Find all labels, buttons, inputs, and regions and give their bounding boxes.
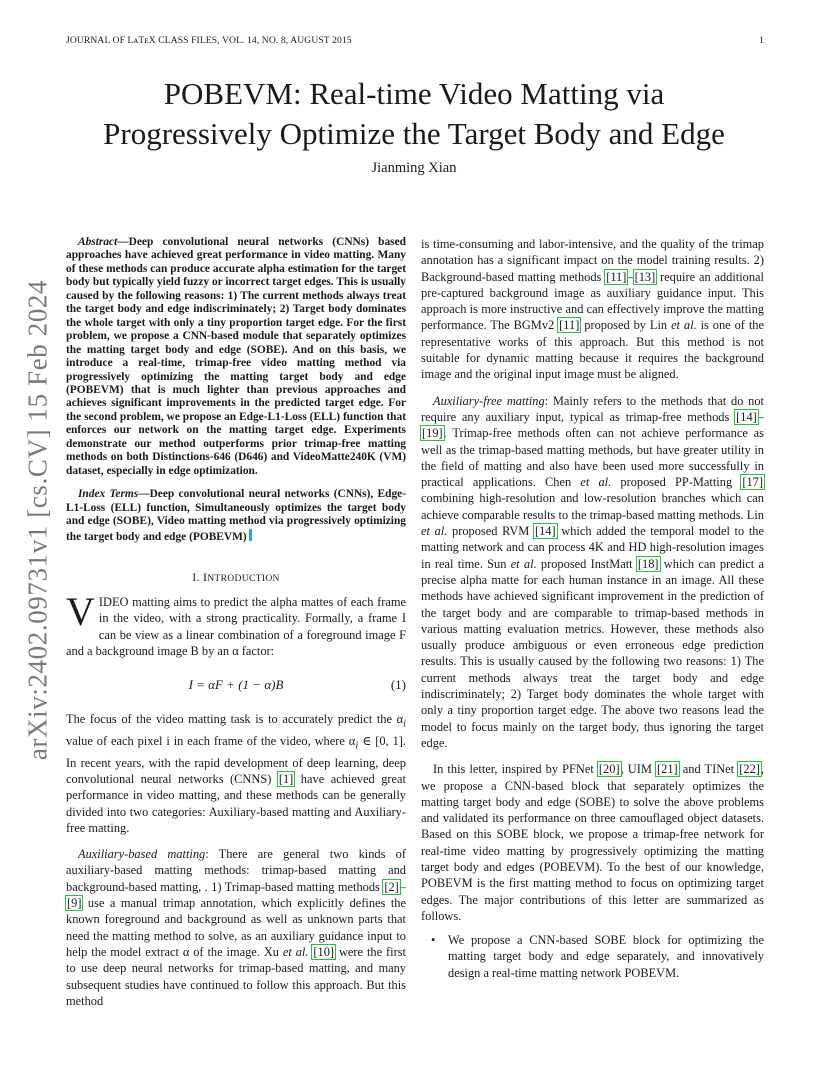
dash: – xyxy=(399,879,406,894)
right-column xyxy=(421,236,764,981)
right-p2-g: proposed InstMatt xyxy=(536,556,637,571)
right-p1-b: require an additional pre-captured background image as auxiliary guidance input. This approach is more instructive and can effectively improve the matting performance. The BGMv2 xyxy=(421,269,764,333)
subscript-i-2: i xyxy=(355,740,359,752)
subscript-i: i xyxy=(403,718,406,730)
right-p3-b: , UIM xyxy=(620,762,656,777)
right-paragraph-1 xyxy=(421,236,764,383)
intro-p2-a: The focus of the video matting task is to accurately predict the α xyxy=(66,712,404,727)
citation-link[interactable]: [17] xyxy=(742,475,763,490)
right-p3-d: , we propose a CNN-based block that separately optimizes the matting target body and edge (SOBE) to solve the above problems and validated its performance on three camouflaged object datasets. Based on this SOBE block, we propose a trimap-free network for real-time video matting by progressively optimizing the matting target body and edges (POBEVM). To the best of our knowledge, POBEVM is the first matting method to focus on optimizing target edges. The major contributions of this letter are summarized as follows. xyxy=(421,762,765,923)
section-number: I. xyxy=(192,569,200,584)
right-p2-f: which added the temporal model to the matting network and can process 4K and HD high-resolution images in real time. Sun xyxy=(421,524,764,571)
title-line-1: POBEVM: Real-time Video Matting via xyxy=(163,76,665,111)
intro-paragraph-1 xyxy=(66,588,406,659)
intro-lead-word: IDEO xyxy=(98,594,129,609)
abstract xyxy=(66,236,406,478)
intro-paragraph-2 xyxy=(66,711,406,836)
intro-p1-text: matting aims to predict the alpha mattes of each frame in the video, with a strong practicality. Formally, a frame I can be view as a linear combination of a foreground image F and a background image B by an α factor: xyxy=(66,594,406,658)
right-p2-c: proposed PP-Matting xyxy=(611,475,742,490)
section-title-rest: NTRODUCTION xyxy=(207,572,280,584)
citation-link[interactable]: [21] xyxy=(657,762,678,777)
bullet-icon: • xyxy=(431,933,436,948)
equation-1 xyxy=(66,669,406,705)
right-paragraph-3 xyxy=(421,761,764,924)
citation-link[interactable]: [20] xyxy=(598,762,620,777)
citation-link[interactable]: [22] xyxy=(739,762,760,777)
title-line-2: Progressively Optimize the Target Body and Edge xyxy=(103,116,725,151)
index-terms-text: —Deep convolutional neural networks (CNNs), Edge-L1-Loss (ELL) function, Simultaneously optimizes the target body and edge (SOBE), Video matting method via progressively optimizing the target body and edge (POBEVM) xyxy=(66,488,407,543)
equation-number: (1) xyxy=(390,677,406,693)
right-p1-d: is one of the representative works of this approach. But this method is not suitable for dynamic matting because it requires the background image and the original input image must be aligned. xyxy=(421,318,764,382)
citation-link[interactable]: [10] xyxy=(313,944,335,959)
page-number: 1 xyxy=(759,35,764,46)
et-al: et al. xyxy=(421,524,448,539)
intro-p3-b: use a manual trimap annotation, which explicitly defines the known foreground and background as well as unknown parts that need the matting method to solve, as an auxiliary guidance input to help the model extract α of the image. Xu xyxy=(66,896,406,959)
auxiliary-free-label: Auxiliary-free matting xyxy=(433,393,545,408)
et-al: et al. xyxy=(510,556,537,571)
index-terms xyxy=(66,488,406,544)
drop-cap: V xyxy=(66,588,95,634)
dash: – xyxy=(757,409,764,424)
right-p2-h: which can predict a precise alpha matte for each human instance in an image. All these methods have achieved significant improvement in the prediction of the target body and are comparable to trimap-based methods in various matting evaluation metrics. However, these methods also usually produce ambiguous or even erroneous edge prediction results. This is usually caused by the following two reasons: 1) The current methods always treat the target body and edge indiscriminately; 2) Target body dominates the whole target with only a tiny proportion target edge. The above two reasons lead the model to focus mainly on the target body, thus ignoring the target edge. xyxy=(421,556,764,750)
right-p3-c: and TINet xyxy=(678,762,739,777)
section-title-first: I xyxy=(202,569,208,584)
et-al: et al. xyxy=(580,475,612,490)
arxiv-stamp-text: arXiv:2402.09731v1 [cs.CV] 15 Feb 2024 xyxy=(22,279,53,761)
right-p1-c: proposed by Lin xyxy=(580,318,672,333)
citation-link[interactable]: [11] xyxy=(559,318,580,333)
citation-link[interactable]: [9] xyxy=(67,896,82,911)
right-paragraph-2 xyxy=(421,393,764,752)
list-item-text: We propose a CNN-based SOBE block for optimizing the matting target body and edge separately, and innovatively design a real-time matting network POBEVM. xyxy=(448,933,764,980)
paper-title xyxy=(40,74,788,154)
author-name: Jianming Xian xyxy=(371,160,457,176)
list-item xyxy=(421,932,764,981)
journal-name: JOURNAL OF LᴀTᴇX CLASS FILES, VOL. 14, NO. 8, AUGUST 2015 xyxy=(66,35,352,46)
left-column xyxy=(66,236,406,1009)
equation-body: I = αF + (1 − α)B xyxy=(188,677,284,693)
citation-link[interactable]: [14] xyxy=(534,524,556,539)
intro-p2-c: ∈ [0, 1]. In recent years, with the rapid development of deep learning, deep convolutional neural networks (CNNS) xyxy=(66,733,406,786)
right-p2-b: . Trimap-free methods often can not achieve performance as well as the trimap-based matting methods, but have greater utility in the field of matting and also have been used more successfully in practical applications. Chen xyxy=(421,426,764,490)
index-terms-label: Index Terms xyxy=(78,488,139,501)
section-heading-introduction xyxy=(66,570,406,585)
text-cursor-marker xyxy=(249,529,252,541)
et-al: et al. xyxy=(282,944,309,959)
right-p2-d: combining high-resolution and low-resolution branches which can achieve comparable results to the trimap-based matting methods. Lin xyxy=(421,491,764,522)
citation-link[interactable]: [18] xyxy=(637,556,659,571)
intro-p3-c: were the first to use deep neural networks for trimap-based matting, and many subsequent studies have continued to follow this approach. But this method xyxy=(66,944,406,1008)
right-p3-a: In this letter, inspired by PFNet xyxy=(433,762,598,777)
citation-link[interactable]: [13] xyxy=(634,269,656,284)
intro-paragraph-3 xyxy=(66,846,406,1009)
abstract-label: Abstract xyxy=(78,236,118,248)
intro-p2-d: have achieved great performance in video matting, and these methods can be generally divided into two categories: Auxiliary-based matting and Auxiliary-free matting. xyxy=(66,771,406,835)
citation-link[interactable]: [1] xyxy=(278,771,294,786)
citation-link[interactable]: [2] xyxy=(384,879,399,894)
et-al: et al. xyxy=(671,318,697,333)
auxiliary-based-label: Auxiliary-based matting xyxy=(78,847,206,862)
citation-link[interactable]: [19] xyxy=(422,426,443,441)
citation-link[interactable]: [14] xyxy=(736,409,757,424)
citation-link[interactable]: [11] xyxy=(606,269,627,284)
right-p1-a: is time-consuming and labor-intensive, and the quality of the trimap annotation has a significant impact on the model training results. 2) Background-based matting methods xyxy=(421,237,764,284)
right-p2-e: proposed RVM xyxy=(447,524,534,539)
running-header xyxy=(66,35,764,46)
right-p2-a: : Mainly refers to the methods that do not require any auxiliary input, typical as trimap-free methods xyxy=(421,393,764,424)
contributions-list xyxy=(421,932,764,981)
abstract-text: —Deep convolutional neural networks (CNNs) based approaches have achieved great performance in video matting. Many of these methods can produce accurate alpha estimation for the target body but typically yield fuzzy or incorrect target edges. This is usually caused by the following reasons: 1) The current methods always treat the target body and edge indiscriminately; 2) Target body dominates the whole target with only a tiny proportion target edge. For the first problem, we propose a CNN-based module that separately optimizes the matting target body and edge (SOBE). And on this basis, we introduce a real-time, trimap-free video matting method via progressively optimizing the matting target body and edge (POBEVM) that is much lighter than previous approaches and achieves significant improvements in the predicted target edge. For the second problem, we propose an Edge-L1-Loss (ELL) function that enforces our network on the matting target edge. Experiments demonstrate our method outperforms prior trimap-free matting methods on both Distinctions-646 (D646) and VideoMatte240K (VM) dataset, especially in edge optimization. xyxy=(66,236,406,477)
intro-p3-a: : There are general two kinds of auxiliary-based matting methods: trimap-based matting and background-based matting, . 1) Trimap-based matting methods xyxy=(66,847,406,894)
intro-p2-b: value of each pixel i in each frame of the video, where α xyxy=(66,733,356,748)
dash: – xyxy=(627,269,634,284)
